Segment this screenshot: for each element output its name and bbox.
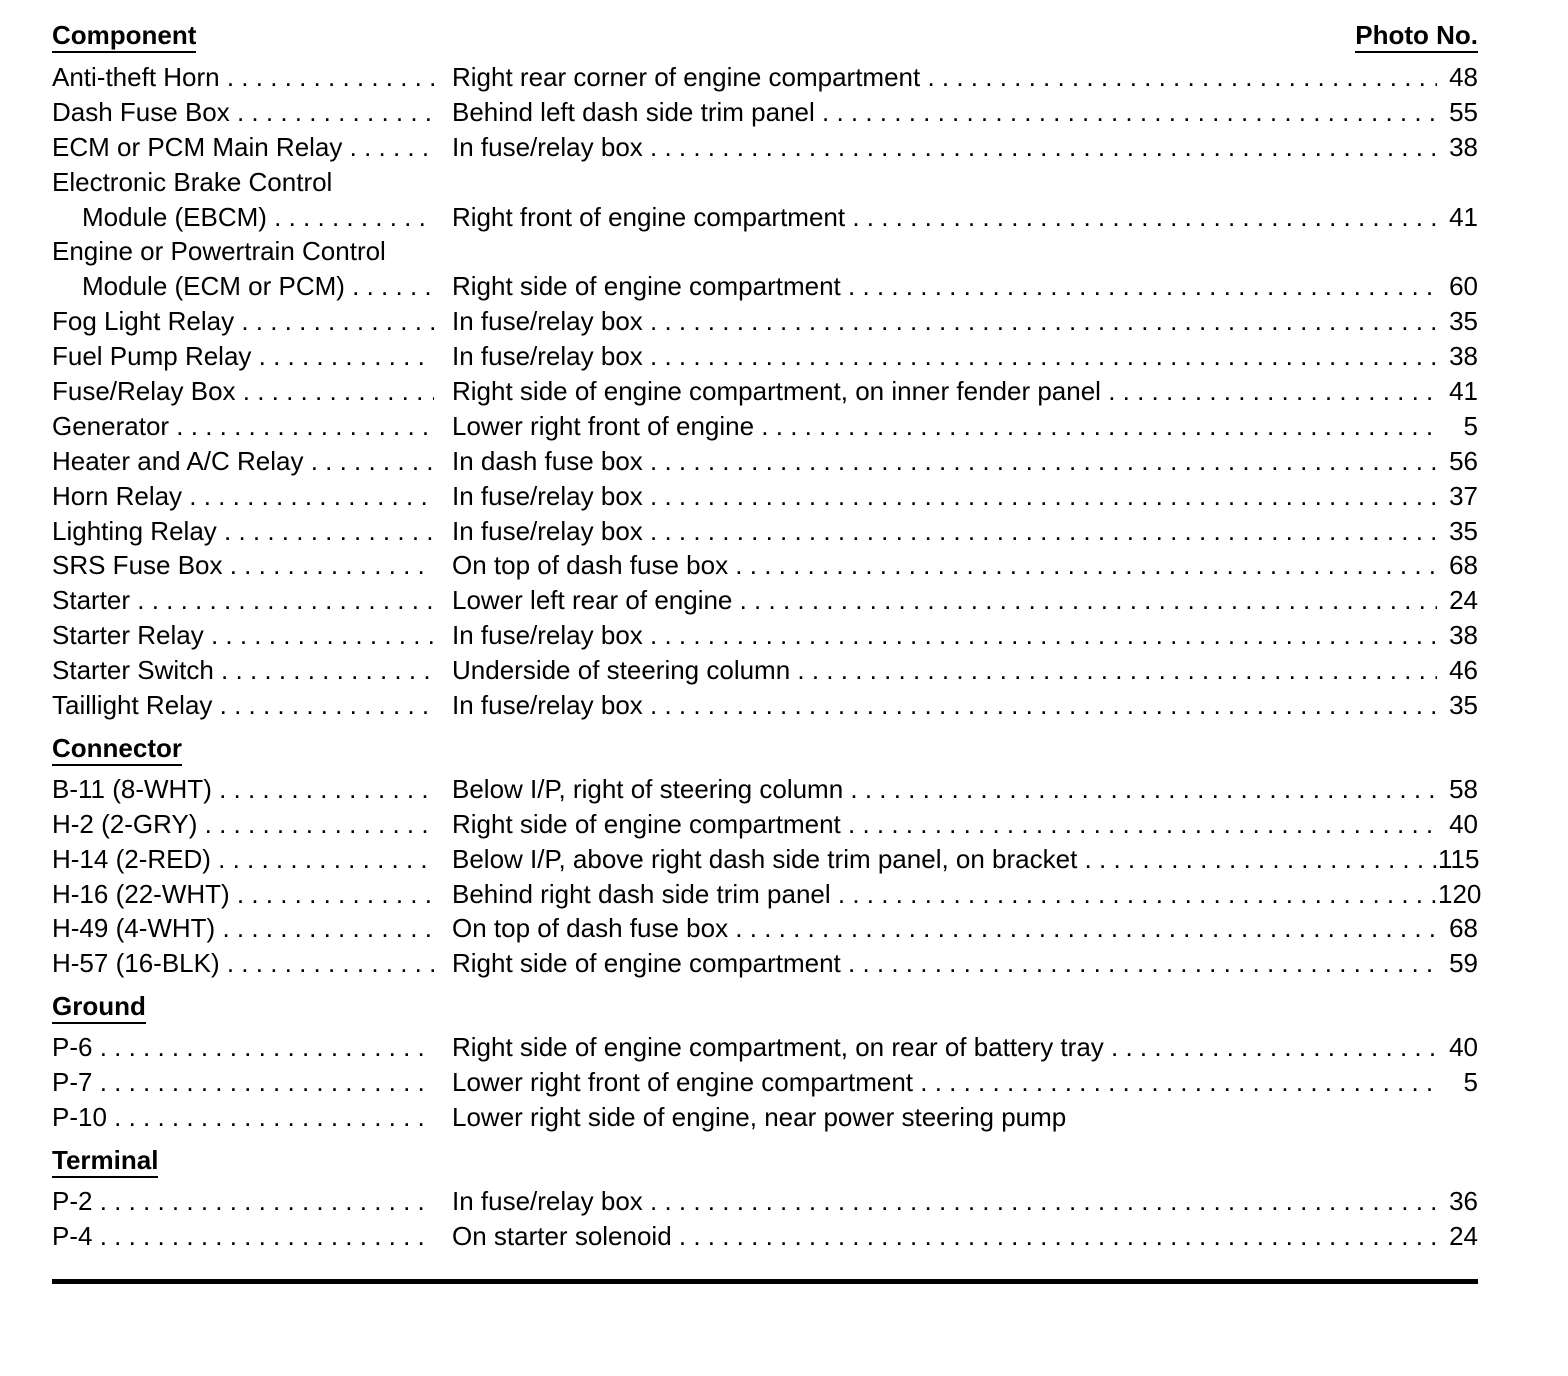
photo-number: 41 [1449,376,1478,407]
table-row [52,130,1478,165]
connector-location: Below I/P, right of steering column . . . [452,772,1437,807]
terminal-name: P-2 . . . [52,1184,434,1219]
table-row [52,409,1478,444]
component-location: Underside of steering column . . . [452,653,1437,688]
table-row [52,200,1478,235]
ground-heading: Ground [52,991,146,1024]
terminal-heading: Terminal [52,1145,158,1178]
component-name: Electronic Brake Control [52,166,333,197]
photo-number: 59 [1449,948,1478,979]
photo-number: 38 [1449,131,1478,162]
component-location: In fuse/relay box . . . [452,130,1437,165]
component-section [52,60,1478,723]
ground-name: P-10 . . . [52,1100,434,1135]
table-row [52,1065,1478,1100]
connector-heading: Connector [52,733,182,766]
photo-number: 38 [1449,341,1478,372]
photo-number: 68 [1449,550,1478,581]
table-row [52,772,1478,807]
component-location: In fuse/relay box . . . [452,304,1437,339]
table-row [52,514,1478,549]
photo-number: 41 [1449,201,1478,232]
table-row [52,339,1478,374]
ground-name: P-6 . . . [52,1030,434,1065]
connector-location: On top of dash fuse box . . . [452,911,1437,946]
connector-name: H-14 (2-RED) . . . [52,842,434,877]
photo-number: 120 [1438,878,1482,909]
component-name: Generator . . . [52,409,434,444]
component-location: In fuse/relay box . . . [452,479,1437,514]
component-name: Dash Fuse Box . . . [52,95,434,130]
connector-name: B-11 (8-WHT) . . . [52,772,434,807]
table-row [52,1219,1478,1254]
component-name: Horn Relay . . . [52,479,434,514]
connector-name: H-2 (2-GRY) . . . [52,807,434,842]
table-row [52,60,1478,95]
component-heading: Component [52,20,196,53]
table-row [52,1184,1478,1219]
photo-number: 35 [1449,306,1478,337]
table-row [52,234,1478,269]
component-location: In fuse/relay box . . . [452,339,1437,374]
photo-number: 35 [1449,515,1478,546]
component-location: In fuse/relay box . . . [452,514,1437,549]
table-row [52,842,1478,877]
photo-number: 115 [1438,843,1480,874]
photo-number: 40 [1449,1032,1478,1063]
component-name: Heater and A/C Relay . . . [52,444,434,479]
component-location: In fuse/relay box . . . [452,618,1437,653]
terminal-location: In fuse/relay box . . . [452,1184,1437,1219]
component-name: Module (ECM or PCM) . . . [52,269,434,304]
table-row [52,877,1482,912]
component-location: Right front of engine compartment . . . [452,200,1437,235]
bottom-divider [52,1279,1478,1284]
component-name: Taillight Relay . . . [52,688,434,723]
connector-location: Right side of engine compartment . . . [452,946,1437,981]
component-location: Behind left dash side trim panel . . . [452,95,1437,130]
table-row [52,374,1478,409]
component-location: Lower left rear of engine . . . [452,583,1437,618]
photo-number: 46 [1449,655,1478,686]
table-row [52,304,1478,339]
component-location-table [52,20,1482,1254]
photo-number: 36 [1449,1185,1478,1216]
photo-number: 35 [1449,690,1478,721]
photo-number: 5 [1463,410,1478,441]
table-row [52,911,1478,946]
photo-number: 58 [1449,773,1478,804]
table-row [52,653,1478,688]
component-name: ECM or PCM Main Relay . . . [52,130,434,165]
table-row [52,95,1478,130]
ground-section [52,991,1478,1135]
photo-number: 5 [1463,1067,1478,1098]
ground-name: P-7 . . . [52,1065,434,1100]
connector-name: H-49 (4-WHT) . . . [52,911,434,946]
terminal-section [52,1145,1478,1254]
connector-name: H-16 (22-WHT) . . . [52,877,434,912]
table-row [52,688,1478,723]
photo-number: 48 [1449,62,1478,92]
table-row [52,444,1478,479]
table-row [52,807,1478,842]
component-name: Anti-theft Horn . . . [52,60,434,95]
photo-number: 37 [1449,480,1478,511]
component-name: Engine or Powertrain Control [52,236,386,267]
table-row [52,618,1478,653]
photo-number: 68 [1449,913,1478,944]
table-row [52,1100,1478,1135]
component-name: Fog Light Relay . . . [52,304,434,339]
photo-number: 40 [1449,808,1478,839]
table-row [52,269,1478,304]
connector-name: H-57 (16-BLK) . . . [52,946,434,981]
connector-location: Right side of engine compartment . . . [452,807,1437,842]
component-name: Fuel Pump Relay . . . [52,339,434,374]
component-name: Module (EBCM) . . . [52,200,434,235]
photo-number: 56 [1449,445,1478,476]
connector-location: Below I/P, above right dash side trim panel, on bracket . . . [452,842,1437,877]
component-location: In dash fuse box . . . [452,444,1437,479]
photo-number: 24 [1449,1220,1478,1251]
terminal-location: On starter solenoid . . . [452,1219,1437,1254]
photo-number: 60 [1449,271,1478,302]
table-row [52,583,1478,618]
table-row [52,548,1478,583]
component-location: Right side of engine compartment . . . [452,269,1437,304]
component-location: Lower right front of engine . . . [452,409,1437,444]
table-header [52,20,1478,58]
photo-number: 55 [1449,96,1478,127]
photo-number: 24 [1449,585,1478,616]
photo-number-heading: Photo No. [1355,20,1478,53]
table-row [52,1030,1478,1065]
component-location: In fuse/relay box . . . [452,688,1437,723]
component-name: Starter Relay . . . [52,618,434,653]
component-location: Right rear corner of engine compartment . . . [452,60,1437,95]
table-row [52,165,1478,200]
terminal-name: P-4 . . . [52,1219,434,1254]
table-row [52,946,1478,981]
component-location: On top of dash fuse box . . . [452,548,1437,583]
ground-location: Lower right side of engine, near power steering pump [452,1102,1067,1133]
component-location: Right side of engine compartment, on inner fender panel . . . [452,374,1437,409]
connector-section [52,732,1482,981]
ground-location: Right side of engine compartment, on rear of battery tray . . . [452,1030,1437,1065]
component-name: SRS Fuse Box . . . [52,548,434,583]
component-name: Lighting Relay . . . [52,514,434,549]
table-row [52,479,1478,514]
component-name: Starter Switch . . . [52,653,434,688]
connector-location: Behind right dash side trim panel . . . [452,877,1437,912]
component-name: Starter . . . [52,583,434,618]
ground-location: Lower right front of engine compartment . . . [452,1065,1437,1100]
photo-number: 38 [1449,620,1478,651]
component-name: Fuse/Relay Box . . . [52,374,434,409]
